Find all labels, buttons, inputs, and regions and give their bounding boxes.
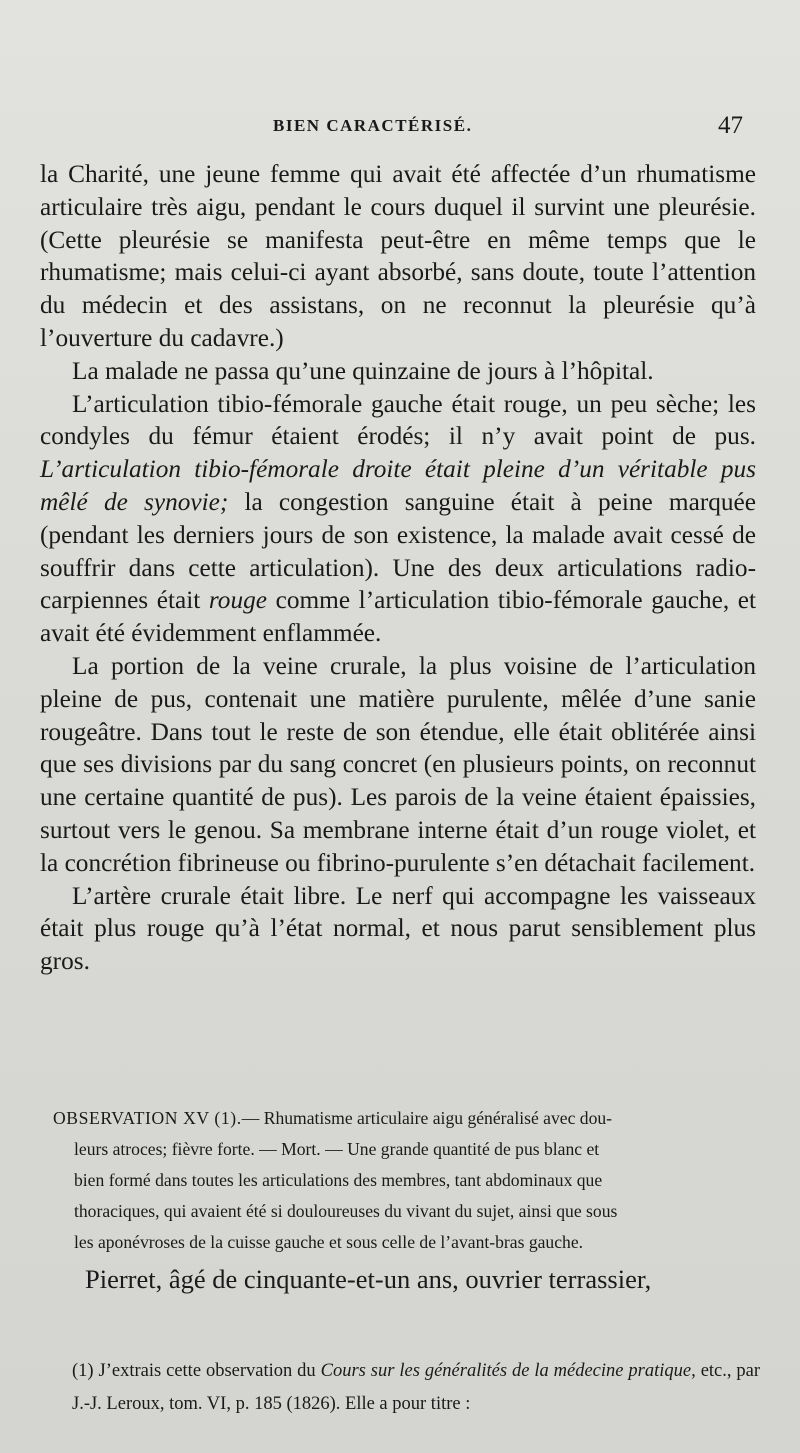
next-paragraph: Pierret, âgé de cinquante-et-un ans, ouvrier terrassier, — [85, 1264, 652, 1294]
page-header — [48, 112, 743, 142]
paragraph-5: L’artère crurale était libre. Le nerf qui accompagne les vaisseaux était plus rouge qu’à l’état normal, et nous parut sensiblement plus gros. — [40, 881, 756, 976]
observation-line: thoraciques, qui avaient été si douloureuses du vivant du sujet, ainsi que sous — [74, 1201, 618, 1221]
paragraph-3-italic: L’articulation tibio-fémorale droite était pleine d’un véritable pus mêlé de synovie; — [40, 455, 756, 516]
observation-label: OBSERVATION XV (1). — [53, 1108, 242, 1128]
observation-summary — [53, 1103, 761, 1258]
paragraph-4: La portion de la veine crurale, la plus voisine de l’articulation pleine de pus, contenait une matière purulente, mêlée d’une sanie rougeâtre. Dans tout le reste de son étendue, elle était oblitérée ainsi que ses divisions par du sang concret (en plusieurs points, on reconnut une certaine quantité de pus). Les parois de la veine étaient épaissies, surtout vers le genou. Sa membrane interne était d’un rouge violet, et la concrétion fibrineuse ou fibrino-purulente s’en détachait facilement. — [40, 651, 756, 877]
footnote-text-start: J’extrais cette observation du — [98, 1361, 316, 1381]
paragraph-1: la Charité, une jeune femme qui avait été affectée d’un rhumatisme articulaire très aigu, pendant le cours duquel il survint une pleurésie. (Cette pleurésie se manifesta peut-être en même temps que le rhumatisme; mais celui-ci ayant absorbé, sans doute, toute l’attention du médecin et des assistans, on ne reconnut la pleurésie qu’à l’ouverture du cadavre.) — [40, 160, 756, 352]
observation-line: bien formé dans toutes les articulations des membres, tant abdominaux que — [74, 1170, 603, 1190]
paragraph-3-start: L’articulation tibio-fémorale gauche était rouge, un peu sèche; les condyles du fémur étaient érodés; il n’y avait point de pus. — [40, 389, 756, 451]
footnote-text-end: etc., par J.-J. Leroux, tom. VI, p. 185 (1826). Elle a pour titre : — [72, 1361, 761, 1414]
running-title: BIEN CARACTÉRISÉ. — [273, 116, 473, 135]
page-number: 47 — [718, 112, 743, 139]
footnote-marker: (1) — [72, 1361, 94, 1381]
paragraph-3-italic-rouge: rouge — [208, 586, 267, 615]
paragraph-3-end: comme l’articulation tibio-fémorale gauche, et avait été évidemment enflammée. — [40, 586, 757, 648]
observation-text-first: — Rhumatisme articulaire aigu généralisé avec dou- — [241, 1108, 613, 1128]
footnote — [72, 1355, 760, 1421]
observation-line: leurs atroces; fièvre forte. — Mort. — Une grande quantité de pus blanc et — [74, 1139, 600, 1159]
paragraph-2: La malade ne passa qu’une quinzaine de jours à l’hôpital. — [72, 356, 654, 385]
paragraph-3 — [40, 388, 756, 650]
main-text — [40, 158, 756, 978]
paragraph-3-mid: la congestion sanguine était à peine marquée (pendant les derniers jours de son existence, la malade avait cessé de souffrir dans cette articulation). Une des deux articulations radio-carpiennes était — [40, 487, 756, 615]
observation-line: les aponévroses de la cuisse gauche et sous celle de l’avant-bras gauche. — [74, 1232, 584, 1252]
observation-first-line — [53, 1103, 761, 1134]
footnote-italic-title: Cours sur les généralités de la médecine pratique, — [320, 1361, 696, 1381]
